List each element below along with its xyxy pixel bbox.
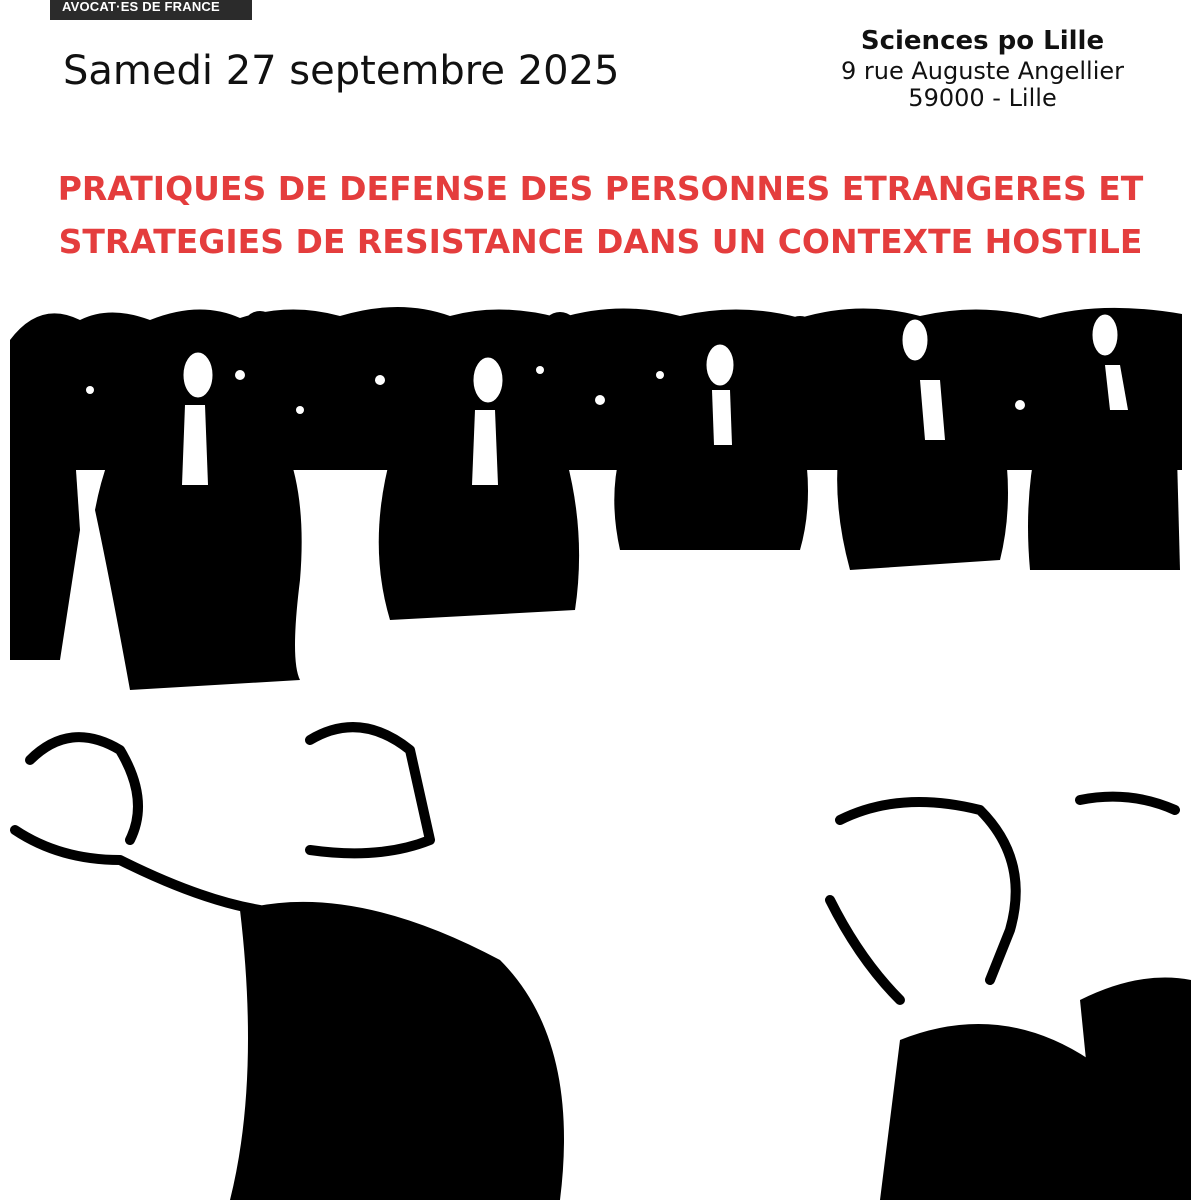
police-shadow [230, 902, 1191, 1200]
organization-logo: AVOCAT·ES DE FRANCE [50, 0, 252, 20]
lawyers-illustration [0, 280, 1191, 1200]
event-date: Samedi 27 septembre 2025 [63, 48, 620, 94]
venue-city: 59000 - Lille [908, 84, 1057, 112]
venue-block [820, 24, 1145, 112]
police-figures [15, 727, 1175, 1000]
venue-name: Sciences po Lille [860, 26, 1105, 56]
venue-street: 9 rue Auguste Angellier [840, 57, 1125, 85]
title-line-1: PRATIQUES DE DEFENSE DES PERSONNES ETRANGERES ET [57, 169, 1144, 208]
title-line-2: STRATEGIES DE RESISTANCE DANS UN CONTEXTE HOSTILE [58, 222, 1143, 261]
event-title [30, 162, 1171, 268]
